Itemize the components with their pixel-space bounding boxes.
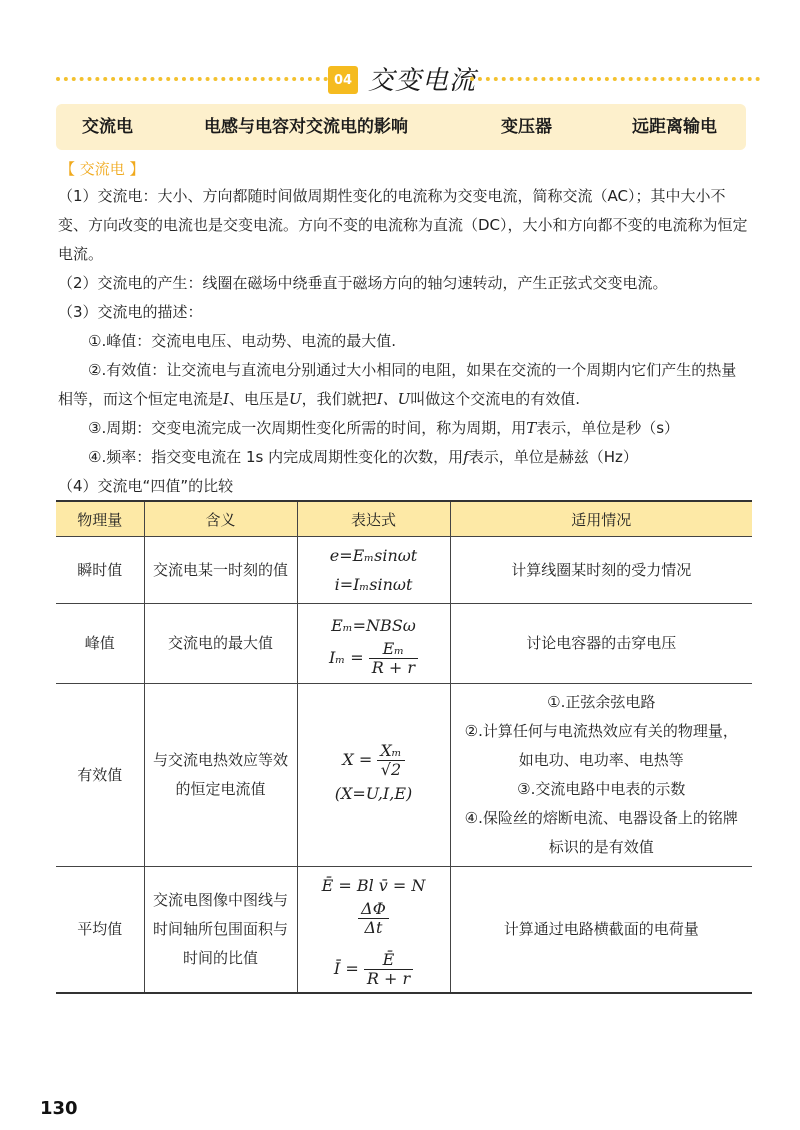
fraction: $\frac{\text{Xₘ}}{√2}$: [377, 742, 404, 779]
usage-line: ④.保险丝的熔断电流、电器设备上的铭牌标识的是有效值: [464, 809, 738, 856]
nav-item-long-distance-transmission[interactable]: 远距离输电: [632, 117, 717, 137]
paragraph-definition: （1）交流电：大小、方向都随时间做周期性变化的电流称为交变电流，简称交流（AC）；其中大小不变、方向改变的电流也是交变电流。方向不变的电流称为直流（DC），大小和方向都不变的电流称为恒定电流。: [58, 187, 748, 263]
paragraph-description: （3）交流电的描述：: [58, 303, 203, 321]
expr-line: Iₘ = $\frac{\text{Eₘ}}{R + r}$: [306, 640, 442, 677]
expr-line: Ē = Bl v̄ = N $\frac{\Delta\Phi}{\Delta t}$: [321, 876, 426, 937]
quantity-meaning: 交流电某一时刻的值: [144, 537, 297, 604]
quantity-usage: 计算线圈某时刻的受力情况: [450, 537, 752, 604]
paragraph-four-values: （4）交流电“四值”的比较: [58, 477, 234, 495]
nav-item-inductance-capacitance[interactable]: 电感与电容对交流电的影响: [204, 117, 408, 137]
quantity-meaning: 交流电的最大值: [144, 604, 297, 684]
quantity-usage: 计算通过电路横截面的电荷量: [450, 867, 752, 994]
paragraph-period: ③.周期：交变电流完成一次周期性变化所需的时间，称为周期，用T表示，单位是秒（s）: [88, 419, 680, 437]
table-header-row: [56, 501, 752, 537]
four-values-table: [56, 500, 752, 994]
nav-item-transformer[interactable]: 变压器: [501, 117, 552, 137]
paragraph-frequency: ④.频率：指交变电流在 1s 内完成周期性变化的次数，用f表示，单位是赫兹（Hz）: [88, 448, 638, 466]
page-number: 130: [40, 1098, 78, 1119]
header-expression: 表达式: [297, 501, 450, 537]
expr-line: i=Iₘsinωt: [334, 575, 413, 594]
usage-line: ②.计算任何与电流热效应有关的物理量，如电功、电功率、电热等: [464, 722, 738, 769]
expr-line: Ī = $\frac{Ē}{R + r}$: [306, 951, 442, 988]
nav-item-ac[interactable]: 交流电: [82, 117, 133, 137]
quantity-name: 有效值: [56, 684, 144, 867]
expr-line: Eₘ=NBSω: [331, 615, 416, 635]
fraction: $\frac{Ē}{R + r}$: [364, 951, 413, 988]
quantity-usage: [450, 684, 752, 867]
paragraph-effective: ②.有效值：让交流电与直流电分别通过大小相同的电阻，如果在交流的一个周期内它们产生的热量相等，而这个恒定电流是I、电压是U，我们就把I、U叫做这个交流电的有效值.: [58, 361, 737, 408]
quantity-usage: 讨论电容器的击穿电压: [450, 604, 752, 684]
paragraph-generation: （2）交流电的产生：线圈在磁场中绕垂直于磁场方向的轴匀速转动，产生正弦式交变电流。: [58, 274, 668, 292]
quantity-name: 平均值: [56, 867, 144, 994]
chapter-title: 交变电流: [368, 66, 477, 96]
table-row: [56, 867, 752, 994]
fraction: $\frac{\Delta\Phi}{\Delta t}$: [358, 900, 389, 937]
header-usage: 适用情况: [450, 501, 752, 537]
header-dotted-line-right: [470, 77, 760, 81]
header-meaning: 含义: [144, 501, 297, 537]
expr-line: e=Eₘsinωt: [329, 546, 418, 565]
quantity-expression: [297, 604, 450, 684]
usage-line: ③.交流电路中电表的示数: [517, 780, 686, 798]
usage-line: ①.正弦余弦电路: [547, 693, 656, 711]
fraction: $\frac{\text{Eₘ}}{R + r}$: [369, 640, 418, 677]
section-tag: 【 交流电 】: [60, 160, 145, 178]
quantity-expression: [297, 537, 450, 604]
quantity-meaning: 交流电图像中图线与时间轴所包围面积与时间的比值: [144, 867, 297, 994]
quantity-name: 瞬时值: [56, 537, 144, 604]
quantity-name: 峰值: [56, 604, 144, 684]
topic-nav-bar: [56, 104, 746, 150]
quantity-meaning: 与交流电热效应等效的恒定电流值: [144, 684, 297, 867]
chapter-number-badge: 04: [328, 66, 358, 94]
quantity-expression: [297, 684, 450, 867]
quantity-expression: [297, 867, 450, 994]
header-quantity: 物理量: [56, 501, 144, 537]
expr-line: X = $\frac{\text{Xₘ}}{√2}$ (X=U,I,E): [334, 741, 413, 803]
table-row: [56, 604, 752, 684]
paragraph-peak: ①.峰值：交流电电压、电动势、电流的最大值.: [88, 332, 396, 350]
table-row: [56, 537, 752, 604]
header-dotted-line-left: [56, 77, 328, 81]
table-row: [56, 684, 752, 867]
